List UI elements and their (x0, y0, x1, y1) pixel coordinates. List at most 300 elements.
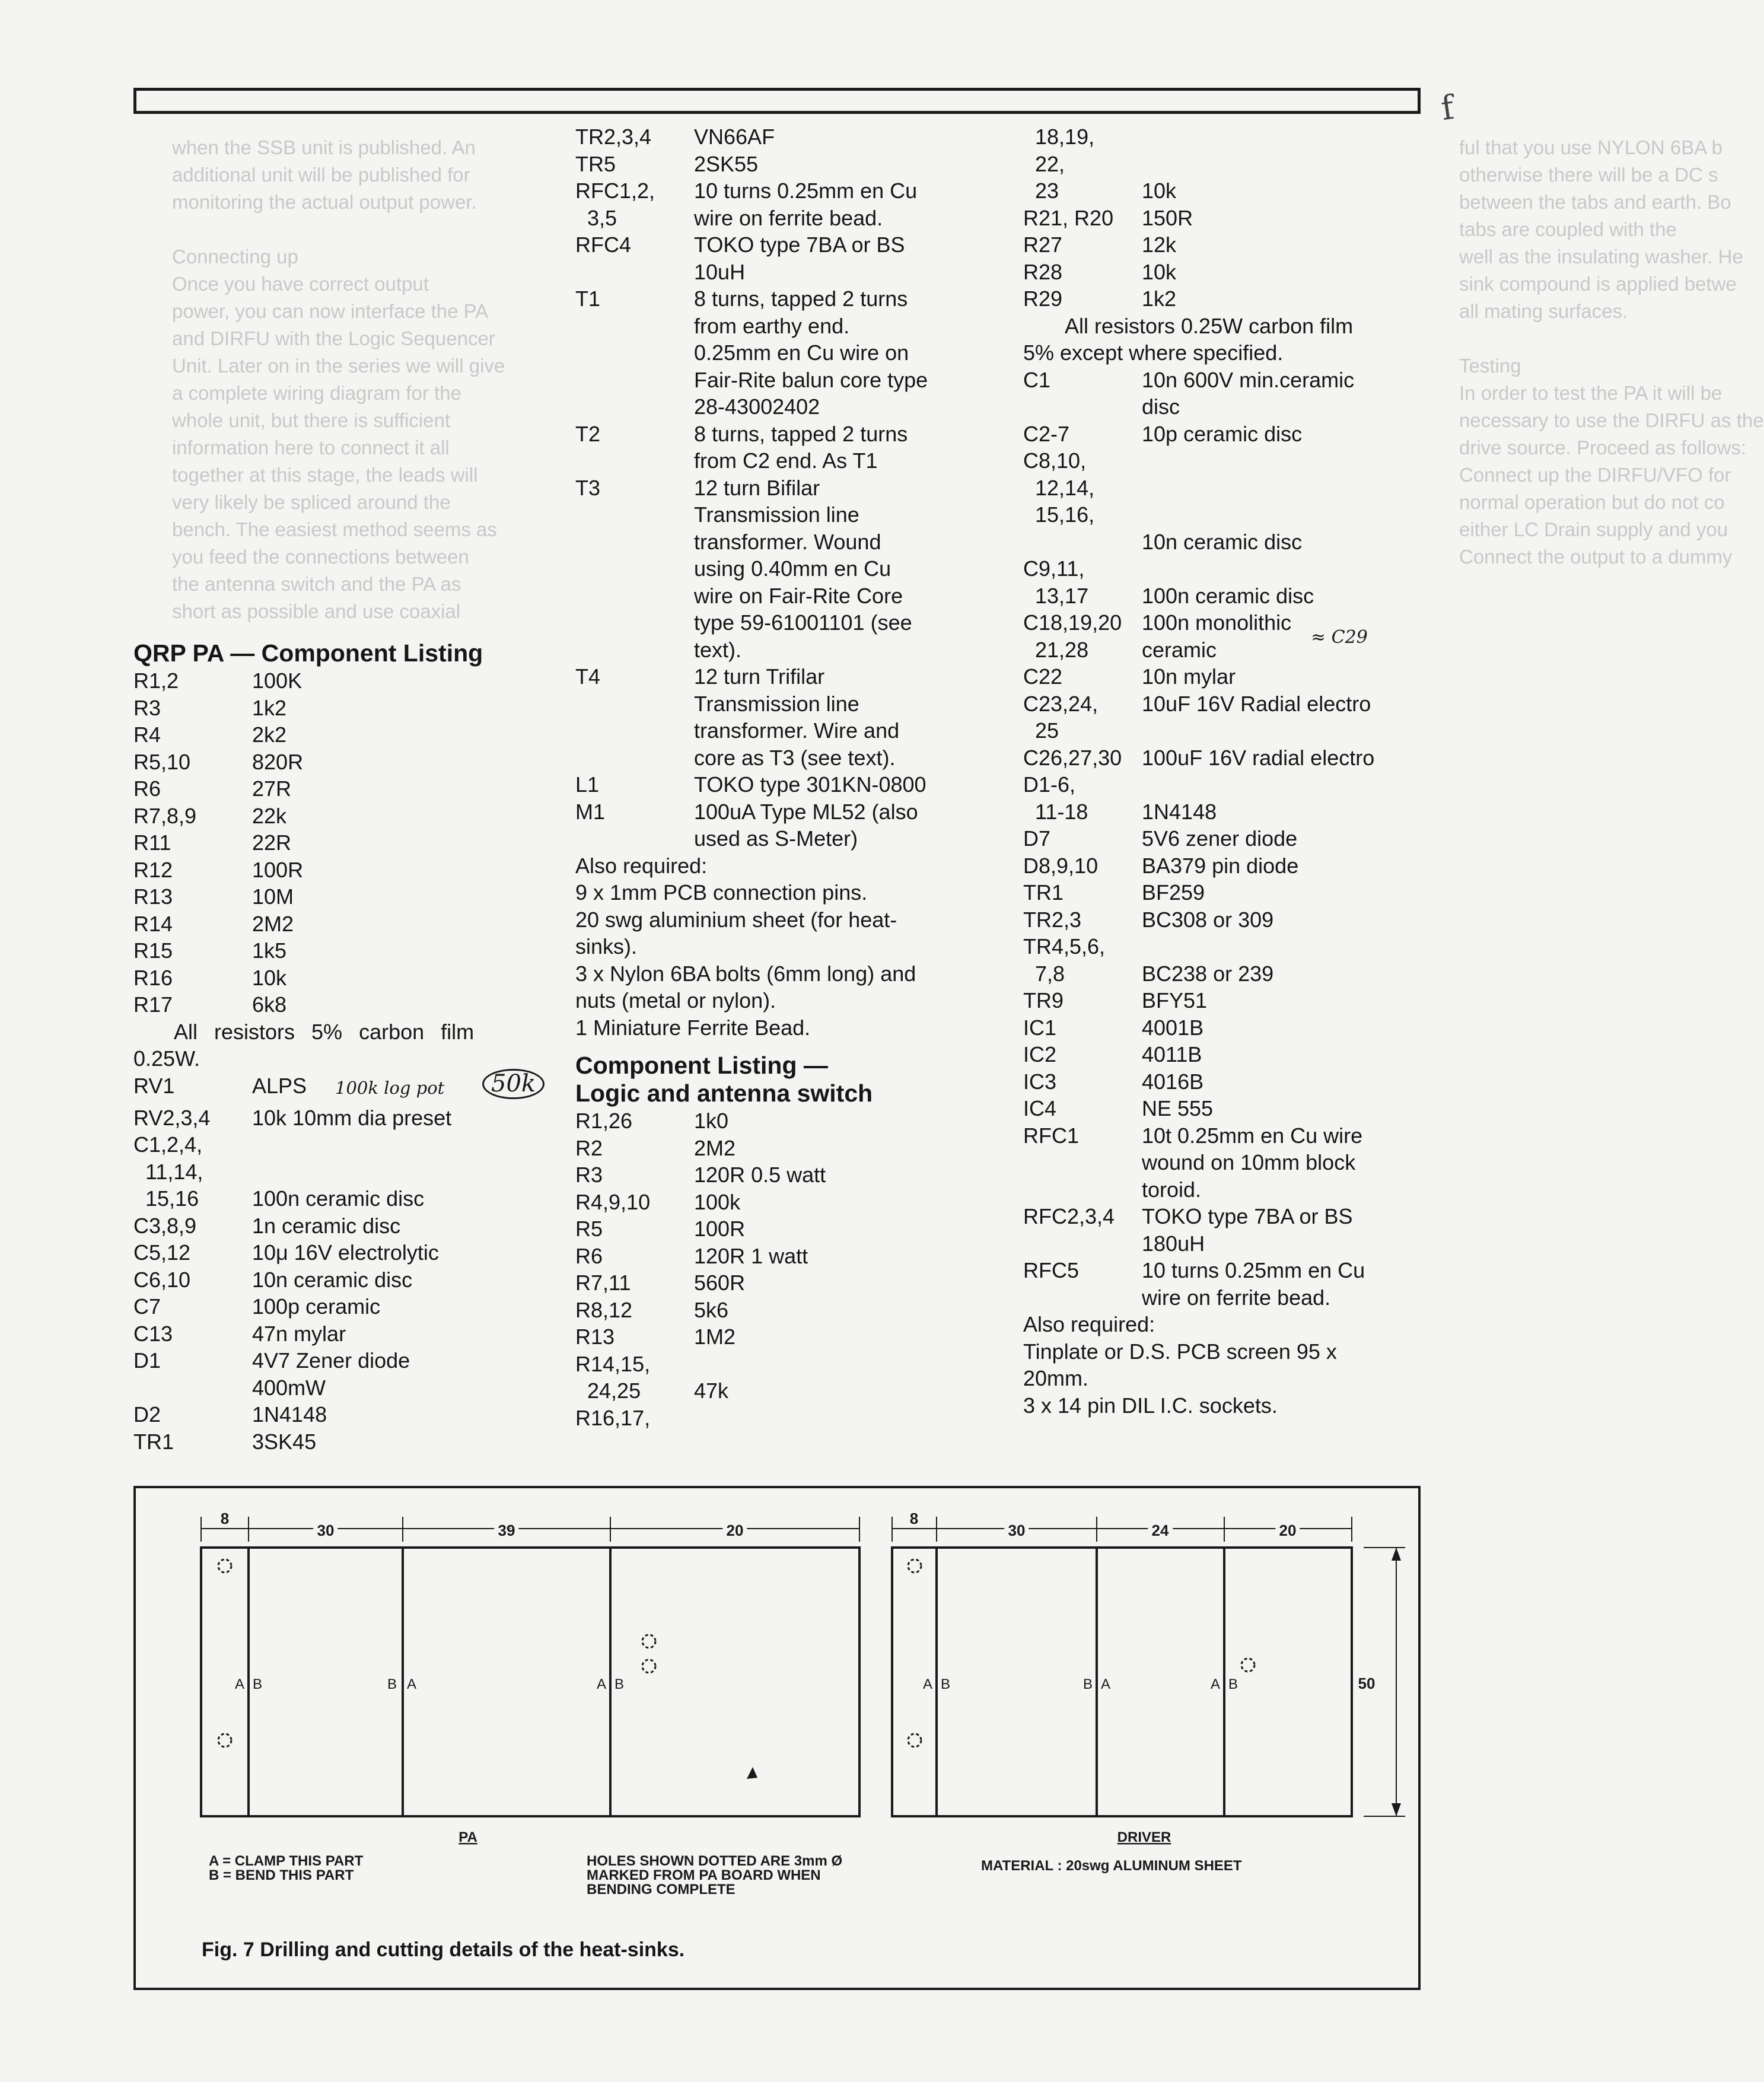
table-row (133, 1401, 572, 1428)
table-row (1023, 663, 1403, 690)
holes-note-2: MARKED FROM PA BOARD WHEN (587, 1867, 821, 1883)
component-value: 100uF 16V radial electro (1142, 745, 1375, 770)
text-line (1459, 325, 1513, 352)
col4-faded-text (1459, 134, 1764, 571)
legend-b: B = BEND THIS PART (209, 1867, 354, 1883)
heat-sink-figure (133, 1486, 1421, 1990)
component-ref: 15,16 (133, 1186, 199, 1211)
table-row (1023, 177, 1403, 205)
table-row (575, 501, 1002, 529)
component-value: 560R (694, 1271, 746, 1295)
component-ref: 22, (1023, 151, 1065, 176)
text-line: sink compound is applied betwe (1459, 273, 1737, 295)
component-value: 1M2 (694, 1325, 736, 1349)
component-value: 10k (1142, 179, 1177, 203)
component-ref: 11-18 (1023, 799, 1088, 824)
col3-listing (1023, 123, 1403, 1419)
col1-resistor-note: All resistors 5% carbon film (174, 1019, 475, 1044)
component-value: 1k2 (1142, 286, 1177, 311)
table-row (575, 393, 1002, 421)
component-value: 1N4148 (1142, 799, 1217, 824)
component-value: transformer. Wound (694, 529, 881, 554)
component-ref: T4 (575, 664, 601, 689)
table-row (133, 667, 572, 695)
component-value: using 0.40mm en Cu (694, 556, 891, 581)
component-value: 1n ceramic disc (252, 1213, 401, 1238)
text-line: Once you have correct output (172, 273, 429, 295)
table-row (1023, 582, 1403, 610)
component-ref: TR4,5,6, (1023, 934, 1106, 959)
component-value: 4011B (1142, 1042, 1202, 1067)
component-ref: RFC1 (1023, 1123, 1080, 1148)
table-row (133, 775, 572, 803)
component-value: Transmission line (694, 502, 859, 527)
component-value: 100uA Type ML52 (also (694, 799, 918, 824)
component-ref: TR1 (1023, 880, 1064, 905)
table-row (575, 313, 1002, 340)
component-value: 10n mylar (1142, 664, 1236, 689)
component-value: 100k (694, 1189, 741, 1214)
component-ref: TR1 (133, 1429, 174, 1454)
table-row (1023, 151, 1403, 178)
table-row (1023, 1014, 1403, 1042)
table-row (1023, 205, 1403, 232)
table-row (1023, 1095, 1403, 1122)
component-value: 820R (252, 749, 304, 774)
component-value: core as T3 (see text). (694, 745, 896, 770)
table-row (1023, 123, 1403, 151)
component-value: disc (1142, 394, 1180, 419)
component-value: 0.25mm en Cu wire on (694, 340, 909, 365)
table-row (575, 771, 1002, 798)
component-ref: R13 (133, 884, 173, 909)
dim-drv-20: 20 (1279, 1521, 1297, 1539)
col1-faded-intro (172, 134, 505, 625)
component-value: 10μ 16V electrolytic (252, 1240, 439, 1265)
table-row (1023, 1203, 1403, 1230)
qrp-pa-listing (133, 639, 572, 1455)
component-ref: R1,26 (575, 1109, 633, 1133)
component-ref: C1 (1023, 367, 1051, 392)
text-line: information here to connect it all (172, 437, 450, 459)
component-value: 10uF 16V Radial electro (1142, 691, 1371, 716)
table-row (1023, 367, 1403, 394)
text-line: tabs are coupled with the (1459, 218, 1677, 240)
col3-items (1023, 123, 1403, 313)
component-ref: T2 (575, 421, 601, 446)
component-ref: C13 (133, 1321, 173, 1346)
text-line: ful that you use NYLON 6BA b (1459, 136, 1722, 158)
component-ref: R13 (575, 1325, 615, 1349)
col3-resistor-note-2: 5% except where specified. (1023, 340, 1284, 365)
component-ref: R6 (575, 1243, 603, 1268)
table-row (133, 991, 572, 1018)
component-ref: R28 (1023, 259, 1063, 284)
text-line: additional unit will be published for (172, 164, 470, 186)
text-line: Tinplate or D.S. PCB screen 95 x (1023, 1339, 1337, 1364)
table-row (1023, 1068, 1403, 1096)
table-row (575, 1269, 1002, 1297)
component-value: 2M2 (694, 1135, 736, 1160)
dim-drv-24: 24 (1151, 1521, 1169, 1539)
table-row (575, 1135, 1002, 1162)
dim-drv-8: 8 (909, 1510, 919, 1527)
table-row (133, 857, 572, 884)
table-row (575, 259, 1002, 286)
dim-drv-30: 30 (1008, 1521, 1026, 1539)
component-ref: RFC4 (575, 233, 632, 257)
qrp-pa-items-2 (133, 1104, 572, 1456)
component-value: 100R (694, 1217, 746, 1241)
table-row (1023, 285, 1403, 313)
text-line: sinks). (575, 934, 638, 959)
table-row (575, 123, 1002, 151)
component-ref: C9,11, (1023, 556, 1085, 581)
table-row (575, 475, 1002, 502)
table-row (133, 1293, 572, 1320)
table-row (133, 1239, 572, 1266)
text-line: drive source. Proceed as follows: (1459, 437, 1747, 459)
text-line: In order to test the PA it will be (1459, 382, 1722, 404)
component-value: 10n ceramic disc (1142, 529, 1303, 554)
label-a: A (1100, 1676, 1111, 1692)
component-ref: C2-7 (1023, 421, 1070, 446)
component-value: from earthy end. (694, 313, 850, 338)
table-row (133, 1374, 572, 1402)
component-ref: RFC1,2, (575, 179, 655, 203)
table-row (1023, 1257, 1403, 1284)
text-line: power, you can now interface the PA (172, 300, 489, 322)
component-ref: R16,17, (575, 1405, 651, 1430)
component-ref: R16 (133, 965, 173, 990)
component-ref: T1 (575, 286, 601, 311)
page-header-frame (133, 88, 1421, 114)
component-ref: IC3 (1023, 1069, 1057, 1094)
table-row (1023, 529, 1403, 556)
table-row (1023, 475, 1403, 502)
component-ref: C6,10 (133, 1267, 191, 1292)
component-ref: C23,24, (1023, 691, 1098, 716)
table-row (133, 1212, 572, 1240)
component-value: 5V6 zener diode (1142, 826, 1298, 851)
component-value: ceramic (1142, 637, 1217, 662)
text-line: 20mm. (1023, 1366, 1089, 1390)
component-value: 180uH (1142, 1231, 1205, 1256)
table-row (575, 177, 1002, 205)
table-row (133, 1428, 572, 1456)
component-ref: TR5 (575, 151, 616, 176)
table-row (575, 798, 1002, 826)
component-value: 10k (252, 965, 287, 990)
component-value: 100R (252, 857, 304, 882)
col2-items (575, 123, 1002, 852)
table-row (133, 1104, 572, 1132)
table-row (575, 205, 1002, 232)
table-row (1023, 717, 1403, 744)
component-value: 10 turns 0.25mm en Cu (694, 179, 918, 203)
table-row (575, 555, 1002, 582)
text-line: Connecting up (172, 246, 298, 268)
component-ref: IC4 (1023, 1096, 1057, 1120)
table-row (575, 744, 1002, 772)
figure-caption: Fig. 7 Drilling and cutting details of the heat-sinks. (202, 1938, 685, 1961)
text-line: Connect up the DIRFU/VFO for (1459, 464, 1731, 486)
component-ref: C7 (133, 1294, 161, 1319)
table-row (575, 690, 1002, 718)
holes-note-3: BENDING COMPLETE (587, 1882, 735, 1898)
heat-sink-drawing (136, 1488, 1418, 1988)
component-value: 400mW (252, 1375, 326, 1400)
table-row (133, 803, 572, 830)
table-row (1023, 447, 1403, 475)
table-row (575, 529, 1002, 556)
label-b: B (387, 1676, 397, 1692)
table-row (1023, 933, 1403, 960)
logic-switch-heading-1: Component Listing — (575, 1052, 828, 1079)
component-value: 5k6 (694, 1297, 729, 1322)
component-value: 4V7 Zener diode (252, 1348, 410, 1373)
component-value: 6k8 (252, 992, 287, 1017)
handwritten-log-pot: 100k log pot (335, 1077, 445, 1098)
component-ref: RV2,3,4 (133, 1105, 211, 1130)
component-value: TOKO type 301KN-0800 (694, 772, 926, 797)
component-value: type 59-61001101 (see (694, 610, 912, 635)
component-ref: R6 (133, 776, 161, 801)
table-row (1023, 825, 1403, 852)
table-row (1023, 259, 1403, 286)
text-line: 1 Miniature Ferrite Bead. (575, 1015, 811, 1040)
component-ref: R7,11 (575, 1271, 631, 1295)
component-value: 4016B (1142, 1069, 1204, 1094)
table-row (1023, 798, 1403, 826)
table-row (133, 1320, 572, 1348)
component-ref: D7 (1023, 826, 1051, 851)
component-ref: R15 (133, 938, 173, 963)
text-line: 20 swg aluminium sheet (for heat- (575, 907, 897, 932)
table-row (575, 1405, 1002, 1432)
component-value: 10p ceramic disc (1142, 421, 1303, 446)
component-ref: C18,19,20 (1023, 610, 1122, 635)
component-ref: R2 (575, 1135, 603, 1160)
component-ref: R27 (1023, 233, 1063, 257)
component-value: 1k0 (694, 1109, 729, 1133)
dim-pa-39: 39 (498, 1521, 515, 1539)
table-row (1023, 1284, 1403, 1311)
component-ref: R12 (133, 857, 173, 882)
table-row (575, 151, 1002, 178)
text-line: when the SSB unit is published. An (172, 136, 476, 158)
component-value: 10M (252, 884, 294, 909)
table-row (1023, 690, 1403, 718)
component-value: used as S-Meter) (694, 826, 858, 851)
col2-also-required (575, 852, 1002, 1042)
table-row (1023, 555, 1403, 582)
component-value: 47k (694, 1379, 729, 1403)
component-ref: R7,8,9 (133, 803, 197, 828)
component-value: wire on ferrite bead. (1142, 1285, 1331, 1310)
component-value: 100n monolithic (1142, 610, 1292, 635)
dim-height-50: 50 (1358, 1674, 1375, 1692)
component-ref: 7,8 (1023, 961, 1065, 986)
component-value: TOKO type 7BA or BS (1142, 1204, 1353, 1228)
table-row (133, 721, 572, 749)
component-value: wire on ferrite bead. (694, 205, 883, 230)
text-line: either LC Drain supply and you (1459, 518, 1728, 540)
table-row (575, 421, 1002, 448)
component-value: 10t 0.25mm en Cu wire (1142, 1123, 1363, 1148)
table-row (575, 1297, 1002, 1324)
text-line: Testing (1459, 355, 1521, 377)
label-a: A (234, 1676, 245, 1692)
component-ref: 15,16, (1023, 502, 1095, 527)
component-ref: M1 (575, 799, 606, 824)
component-value: NE 555 (1142, 1096, 1214, 1120)
component-value: 10n 600V min.ceramic (1142, 367, 1355, 392)
table-row (1023, 906, 1403, 934)
handwritten-c29: ≈ C29 (1311, 627, 1368, 648)
table-row (575, 663, 1002, 690)
logic-switch-heading-2: Logic and antenna switch (575, 1080, 873, 1107)
table-row (1023, 1149, 1403, 1176)
table-row (133, 1131, 572, 1158)
table-row (575, 285, 1002, 313)
table-row (133, 911, 572, 938)
text-line: all mating surfaces. (1459, 300, 1628, 322)
component-ref: R5,10 (133, 749, 191, 774)
table-row (133, 1347, 572, 1374)
component-ref: T3 (575, 475, 601, 500)
page-marker: f (1438, 88, 1457, 129)
table-row (1023, 879, 1403, 906)
ref-rv1: RV1 (133, 1073, 175, 1098)
table-row (133, 964, 572, 992)
component-ref: C3,8,9 (133, 1213, 197, 1238)
table-row (1023, 852, 1403, 880)
table-row (133, 883, 572, 911)
dim-pa-20: 20 (726, 1521, 744, 1539)
component-ref: RFC5 (1023, 1258, 1080, 1282)
text-line: 3 x 14 pin DIL I.C. sockets. (1023, 1393, 1278, 1418)
table-row (575, 1243, 1002, 1270)
table-row (575, 717, 1002, 744)
component-value: toroid. (1142, 1177, 1202, 1202)
component-ref: R4,9,10 (575, 1189, 651, 1214)
component-ref: 12,14, (1023, 475, 1095, 500)
component-value: from C2 end. As T1 (694, 448, 878, 473)
component-value: 10uH (694, 259, 746, 284)
component-value: 100p ceramic (252, 1294, 381, 1319)
component-ref: 3,5 (575, 205, 617, 230)
component-value: 47n mylar (252, 1321, 346, 1346)
table-row (1023, 1041, 1403, 1068)
col1-resistor-note-2: 0.25W. (133, 1046, 200, 1071)
dim-pa-8: 8 (220, 1510, 230, 1527)
table-row (575, 1161, 1002, 1189)
component-value: BC308 or 309 (1142, 907, 1274, 932)
table-row (575, 1107, 1002, 1135)
table-row (575, 447, 1002, 475)
component-ref: R11 (133, 830, 171, 855)
component-ref: TR2,3,4 (575, 125, 652, 149)
label-b: B (614, 1676, 625, 1692)
component-ref: 25 (1023, 718, 1059, 743)
component-value: Transmission line (694, 691, 859, 716)
component-ref: IC1 (1023, 1015, 1057, 1040)
table-row (1023, 960, 1403, 988)
table-row (1023, 987, 1403, 1014)
component-ref: 23 (1023, 179, 1059, 203)
table-row (1023, 231, 1403, 259)
table-row (575, 636, 1002, 664)
component-value: BF259 (1142, 880, 1205, 905)
component-value: 8 turns, tapped 2 turns (694, 421, 908, 446)
component-ref: R5 (575, 1217, 603, 1241)
table-row (575, 1189, 1002, 1216)
component-ref: R17 (133, 992, 173, 1017)
component-value: 150R (1142, 205, 1193, 230)
table-row (575, 367, 1002, 394)
component-ref: R14 (133, 911, 173, 936)
component-ref: C22 (1023, 664, 1063, 689)
driver-label: DRIVER (1117, 1829, 1171, 1845)
component-value: 8 turns, tapped 2 turns (694, 286, 908, 311)
col2-listing (575, 123, 1002, 1431)
holes-note-1: HOLES SHOWN DOTTED ARE 3mm Ø (587, 1853, 843, 1869)
component-ref: R3 (575, 1163, 603, 1187)
table-row (1023, 744, 1403, 772)
component-value: BFY51 (1142, 988, 1208, 1013)
table-row (1023, 501, 1403, 529)
text-line: and DIRFU with the Logic Sequencer (172, 327, 495, 349)
component-value: 2k2 (252, 722, 287, 747)
component-ref: R4 (133, 722, 161, 747)
component-value: 10k (1142, 259, 1177, 284)
text-line: necessary to use the DIRFU as the (1459, 409, 1764, 431)
component-ref: R14,15, (575, 1351, 651, 1376)
component-value: 100n ceramic disc (252, 1186, 425, 1211)
component-value: 100n ceramic disc (1142, 583, 1314, 608)
text-line: bench. The easiest method seems as (172, 518, 497, 540)
text-line: Also required: (575, 853, 708, 878)
table-row (575, 339, 1002, 367)
component-ref: R3 (133, 695, 161, 720)
text-line: nuts (metal or nylon). (575, 988, 776, 1013)
component-value: wound on 10mm block (1142, 1150, 1356, 1174)
component-ref: TR9 (1023, 988, 1064, 1013)
text-line: 9 x 1mm PCB connection pins. (575, 880, 868, 905)
component-ref: D8,9,10 (1023, 853, 1098, 878)
text-line: together at this stage, the leads will (172, 464, 478, 486)
component-value: 2SK55 (694, 151, 759, 176)
table-row (133, 1158, 572, 1186)
component-value: 22R (252, 830, 292, 855)
table-row (133, 695, 572, 722)
component-ref: IC2 (1023, 1042, 1057, 1067)
text-line: whole unit, but there is sufficient (172, 409, 450, 431)
component-ref: R8,12 (575, 1297, 633, 1322)
component-value: VN66AF (694, 125, 775, 149)
table-row (575, 1377, 1002, 1405)
table-row (1023, 771, 1403, 798)
component-value: BA379 pin diode (1142, 853, 1299, 878)
component-value: text). (694, 637, 742, 662)
component-value: 100K (252, 668, 303, 693)
text-line: Also required: (1023, 1312, 1155, 1336)
component-ref: D1 (133, 1348, 161, 1373)
component-ref: RFC2,3,4 (1023, 1204, 1115, 1228)
table-row (133, 829, 572, 857)
text-line: Unit. Later on in the series we will give (172, 355, 505, 377)
